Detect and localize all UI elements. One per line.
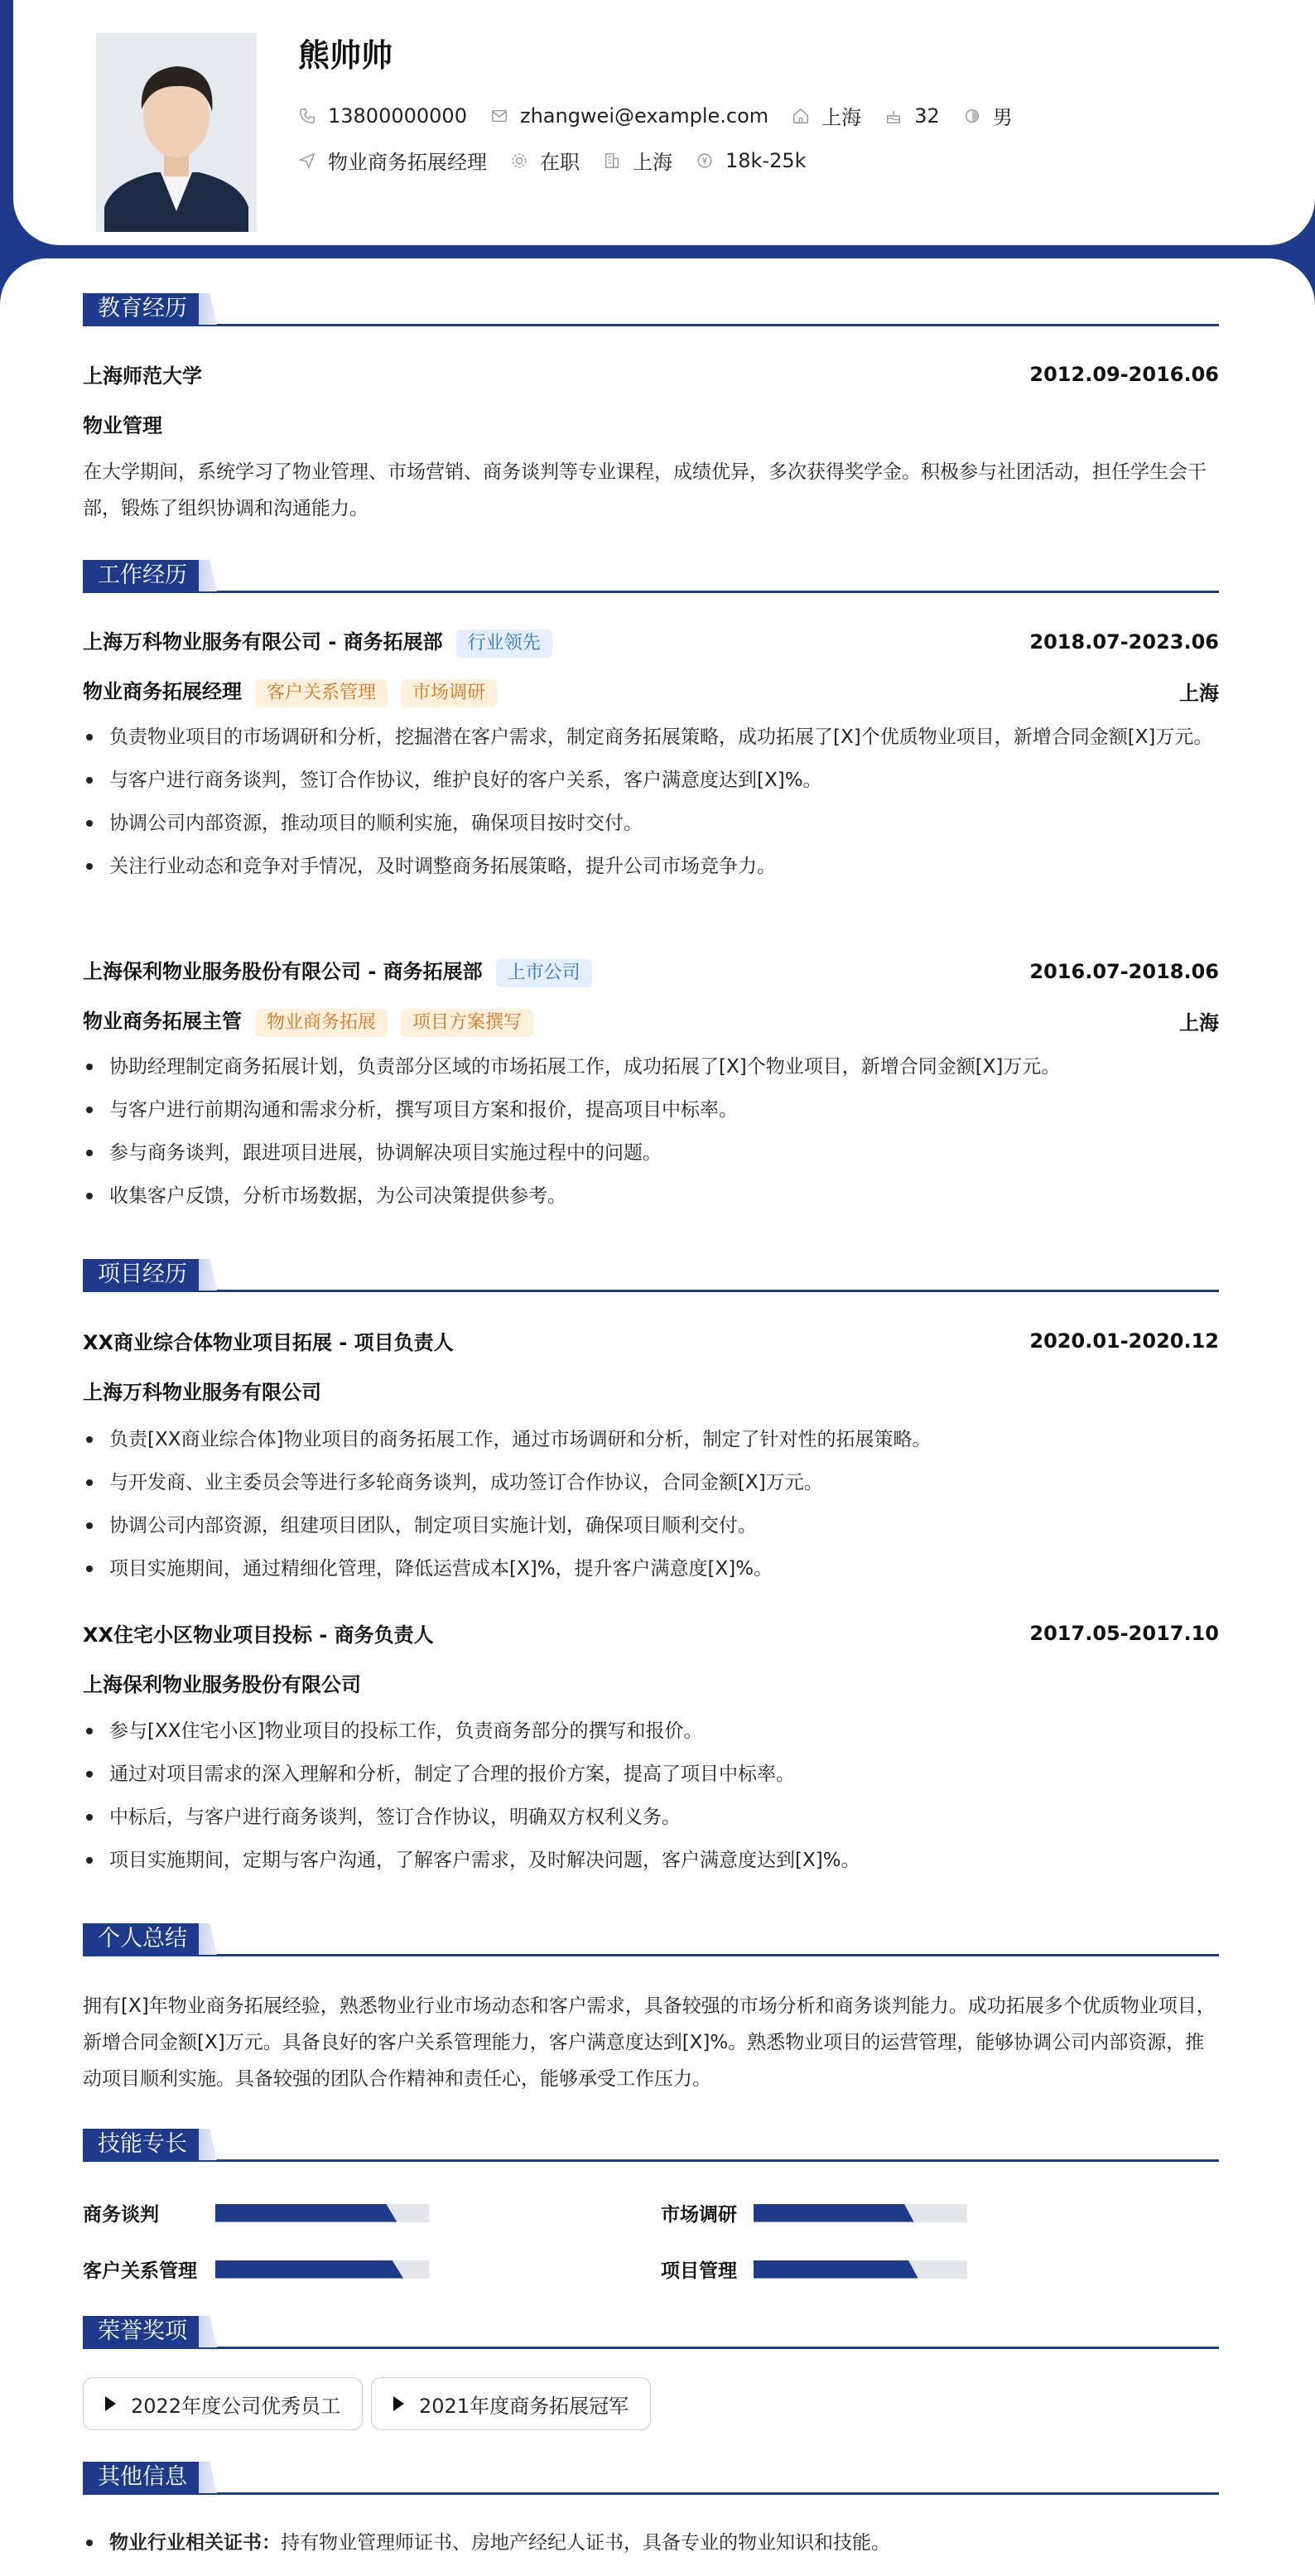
home-icon [792, 107, 810, 125]
list-item: 中标后，与客户进行商务谈判，签订合作协议，明确双方权利义务。 [83, 1799, 1219, 1836]
section-title-decoration [199, 1923, 217, 1955]
job-2-duties [83, 1049, 1219, 1221]
building-icon [603, 152, 621, 170]
project-1-company: 上海万科物业服务有限公司 [83, 1381, 321, 1404]
phone-item [298, 104, 467, 128]
section-title-decoration [199, 2316, 217, 2347]
skill-name: 市场调研 [661, 2204, 737, 2226]
hometown-text: 上海 [821, 106, 862, 129]
section-title-decoration [199, 2462, 217, 2493]
status-text: 在职 [540, 151, 580, 174]
cake-icon [884, 107, 903, 125]
job-1-header-row [83, 625, 1219, 658]
hometown-item [792, 101, 861, 130]
list-item [83, 2525, 1219, 2561]
work-section-header [83, 560, 1219, 593]
awards-section-title: 荣誉奖项 [83, 2316, 202, 2347]
email-item [490, 104, 768, 128]
job-2-skill-tag: 物业商务拓展 [255, 1009, 388, 1037]
age-text: 32 [914, 104, 940, 128]
skill-bar [215, 2260, 429, 2279]
job-2-skill-tag: 项目方案撰写 [401, 1009, 533, 1037]
job-1-skill-tag: 市场调研 [401, 679, 497, 707]
job-1-duties [83, 719, 1219, 891]
project-1-company-row [83, 1376, 1219, 1405]
list-item: 项目实施期间，通过精细化管理，降低运营成本[X]%，提升客户满意度[X]%。 [83, 1551, 1219, 1587]
salary-text: 18k-25k [725, 148, 807, 172]
award-text: 2021年度商务拓展冠军 [419, 2394, 629, 2418]
job-intention-row [298, 146, 830, 175]
job-1-position [83, 675, 497, 707]
job-2-company [83, 955, 592, 987]
list-item: 协调公司内部资源，组建项目团队，制定项目实施计划，确保项目顺利交付。 [83, 1507, 1219, 1544]
work-section-title: 工作经历 [83, 560, 202, 591]
list-item: 负责物业项目的市场调研和分析，挖掘潜在客户需求，制定商务拓展策略，成功拓展了[X]个优质物业项目，新增合同金额[X]万元。 [83, 719, 1219, 755]
age-item [884, 104, 940, 128]
job-2-position-text: 物业商务拓展主管 [83, 1010, 242, 1033]
salary-item [696, 149, 807, 172]
skill-item [83, 2199, 429, 2226]
list-item: 收集客户反馈，分析市场数据，为公司决策提供参考。 [83, 1178, 1219, 1214]
section-title-decoration [199, 293, 217, 325]
skill-name: 商务谈判 [83, 2204, 159, 2226]
resume-body [0, 258, 1315, 2576]
money-icon [696, 152, 714, 170]
award-text: 2022年度公司优秀员工 [131, 2394, 341, 2418]
list-item: 协调公司内部资源，推动项目的顺利实施，确保项目按时交付。 [83, 805, 1219, 842]
education-section-title: 教育经历 [83, 293, 202, 325]
skill-bar-fill [754, 2260, 918, 2279]
send-icon [298, 152, 316, 170]
list-item: 参与商务谈判，跟进项目进展，协调解决项目实施过程中的问题。 [83, 1135, 1219, 1171]
candidate-name: 熊帅帅 [298, 37, 393, 74]
project-2-company: 上海保利物业服务股份有限公司 [83, 1673, 361, 1696]
skill-item [661, 2199, 967, 2226]
triangle-bullet-icon [105, 2396, 116, 2411]
skill-name: 客户关系管理 [83, 2260, 197, 2282]
skill-name: 项目管理 [661, 2260, 737, 2282]
list-item: 与开发商、业主委员会等进行多轮商务谈判，成功签订合作协议，合同金额[X]万元。 [83, 1464, 1219, 1501]
skill-bar [754, 2260, 967, 2279]
job-1-position-text: 物业商务拓展经理 [83, 680, 242, 703]
gender-text: 男 [992, 106, 1013, 129]
job-2-position [83, 1005, 533, 1037]
list-item: 关注行业动态和竞争对手情况，及时调整商务拓展策略，提升公司市场竞争力。 [83, 848, 1219, 885]
projects-section-title: 项目经历 [83, 1259, 202, 1290]
other-section-header [83, 2462, 1219, 2495]
education-section-header [83, 293, 1219, 326]
job-2-header-row [83, 955, 1219, 987]
list-item: 项目实施期间，定期与客户沟通，了解客户需求，及时解决问题，客户满意度达到[X]%。 [83, 1842, 1219, 1879]
project-2-name: XX住宅小区物业项目投标 - 商务负责人 [83, 1623, 434, 1647]
target-position-item [298, 146, 487, 175]
other-info-label: 物业行业相关证书： [109, 2532, 281, 2554]
section-title-decoration [199, 2129, 217, 2160]
skill-bar-fill [215, 2204, 397, 2222]
education-description: 在大学期间，系统学习了物业管理、市场营销、商务谈判等专业课程，成绩优异，多次获得奖学金。积极参与社团活动，担任学生会干部，锻炼了组织协调和沟通能力。 [83, 461, 1207, 519]
school-name: 上海师范大学 [83, 364, 202, 388]
job-1-company-tag: 行业领先 [456, 630, 552, 658]
target-city-item [603, 146, 672, 175]
list-item: 与客户进行前期沟通和需求分析，撰写项目方案和报价，提高项目中标率。 [83, 1092, 1219, 1128]
project-1-details [83, 1421, 1219, 1594]
other-section-title: 其他信息 [83, 2462, 202, 2493]
job-2-position-row [83, 1005, 1219, 1037]
status-item [510, 146, 580, 175]
award-item [83, 2377, 363, 2430]
project-1-header-row [83, 1326, 1219, 1355]
skill-item [661, 2255, 967, 2283]
mail-icon [490, 107, 508, 125]
project-2-header-row [83, 1618, 1219, 1647]
phone-text: 13800000000 [328, 104, 467, 128]
target-position-text: 物业商务拓展经理 [328, 151, 487, 174]
award-item [371, 2377, 651, 2430]
other-info-text: 持有物业管理师证书、房地产经纪人证书，具备专业的物业知识和技能。 [281, 2532, 890, 2554]
list-item: 参与[XX住宅小区]物业项目的投标工作，负责商务部分的撰写和报价。 [83, 1713, 1219, 1749]
project-2-company-row [83, 1668, 1219, 1697]
job-1-skill-tag: 客户关系管理 [255, 679, 388, 707]
job-1-company [83, 625, 552, 658]
summary-section-header [83, 1923, 1219, 1956]
skill-bar-fill [754, 2204, 914, 2222]
phone-icon [298, 107, 316, 125]
skills-section-header [83, 2129, 1219, 2162]
education-header-row [83, 359, 1219, 388]
contact-info-row [298, 101, 1036, 130]
list-item: 协助经理制定商务拓展计划，负责部分区域的市场拓展工作，成功拓展了[X]个物业项目，新增合同金额[X]万元。 [83, 1049, 1219, 1085]
other-info-list [83, 2525, 1219, 2568]
avatar-photo [96, 33, 257, 232]
person-portrait-icon [96, 33, 257, 232]
skills-section-title: 技能专长 [83, 2129, 202, 2160]
job-1-position-row [83, 675, 1219, 707]
projects-section-header [83, 1259, 1219, 1292]
target-city-text: 上海 [633, 151, 672, 174]
list-item: 与客户进行商务谈判，签订合作协议，维护良好的客户关系，客户满意度达到[X]%。 [83, 762, 1219, 798]
job-2-company-tag: 上市公司 [496, 959, 592, 987]
education-major-row [83, 409, 1219, 438]
job-1-period: 2018.07-2023.06 [1029, 630, 1219, 654]
project-1-period: 2020.01-2020.12 [1029, 1329, 1219, 1353]
email-text: zhangwei@example.com [519, 104, 769, 128]
major-name: 物业管理 [83, 414, 162, 437]
summary-section-title: 个人总结 [83, 1923, 202, 1955]
gender-icon [963, 107, 981, 125]
education-period: 2012.09-2016.06 [1029, 362, 1219, 386]
job-2-period: 2016.07-2018.06 [1029, 959, 1219, 983]
section-title-decoration [199, 1259, 217, 1290]
job-2-city: 上海 [1179, 1011, 1219, 1035]
skill-bar [215, 2204, 429, 2222]
skill-item [83, 2255, 429, 2283]
summary-text: 拥有[X]年物业商务拓展经验，熟悉物业行业市场动态和客户需求，具备较强的市场分析和商务谈判能力。成功拓展多个优质物业项目，新增合同金额[X]万元。具备良好的客户关系管理能力，客户满意度达到[X]%。熟悉物业项目的运营管理，能够协调公司内部资源，推动项目顺利实施。具备较强的团队合作精神和责任心，能够承受工作压力。 [83, 1995, 1216, 2090]
job-2-company-text: 上海保利物业服务股份有限公司 - 商务拓展部 [83, 960, 483, 983]
skill-bar-fill [215, 2260, 403, 2279]
list-item: 负责[XX商业综合体]物业项目的商务拓展工作，通过市场调研和分析，制定了针对性的拓展策略。 [83, 1421, 1219, 1458]
job-1-company-text: 上海万科物业服务有限公司 - 商务拓展部 [83, 630, 443, 654]
job-1-city: 上海 [1179, 682, 1219, 705]
list-item: 通过对项目需求的深入理解和分析，制定了合理的报价方案，提高了项目中标率。 [83, 1756, 1219, 1792]
gear-icon [510, 152, 528, 170]
skill-bar [754, 2204, 967, 2222]
awards-section-header [83, 2316, 1219, 2349]
triangle-bullet-icon [393, 2396, 404, 2411]
project-2-details [83, 1713, 1219, 1885]
project-1-name: XX商业综合体物业项目拓展 - 项目负责人 [83, 1331, 454, 1354]
gender-item [963, 101, 1013, 130]
project-2-period: 2017.05-2017.10 [1029, 1621, 1219, 1645]
section-title-decoration [199, 560, 217, 591]
